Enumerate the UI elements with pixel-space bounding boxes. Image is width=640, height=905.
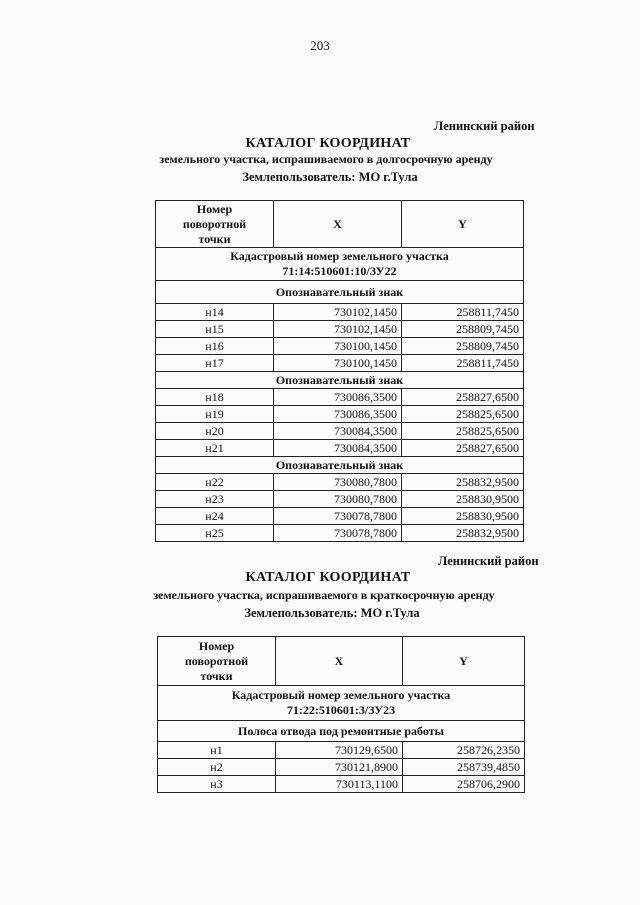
group-label: Полоса отвода под ремонтные работы	[158, 721, 525, 742]
x-value: 730080,7800	[274, 491, 402, 508]
cadastral-label: Кадастровый номер земельного участка	[231, 688, 451, 702]
y-value: 258739,4850	[403, 759, 525, 776]
group-row	[156, 372, 524, 389]
header-y: Y	[403, 637, 525, 686]
point-number: н21	[156, 440, 274, 457]
y-value: 258726,2350	[403, 742, 525, 759]
catalog-subtitle: земельного участка, испрашиваемого в долгосрочную аренду	[159, 152, 493, 166]
header-point: Номер поворотной точки	[156, 201, 274, 248]
district-label: Ленинский район	[434, 119, 535, 133]
group-label: Опознавательный знак	[156, 372, 524, 389]
x-value: 730084,3500	[274, 440, 402, 457]
table-row	[158, 776, 525, 793]
x-value: 730102,1450	[274, 321, 402, 338]
table-row	[158, 759, 525, 776]
table-row	[156, 491, 524, 508]
point-number: н16	[156, 338, 274, 355]
group-row	[158, 721, 525, 742]
x-value: 730086,3500	[274, 389, 402, 406]
y-value: 258809,7450	[402, 321, 524, 338]
x-value: 730129,6500	[276, 742, 403, 759]
point-number: н25	[156, 525, 274, 542]
y-value: 258830,9500	[402, 508, 524, 525]
table-row	[156, 389, 524, 406]
table-row	[156, 304, 524, 321]
coordinates-table	[155, 200, 524, 542]
point-number: н14	[156, 304, 274, 321]
district-label: Ленинский район	[438, 554, 539, 568]
page-number: 203	[310, 38, 330, 53]
table-row	[156, 338, 524, 355]
y-value: 258830,9500	[402, 491, 524, 508]
point-number: н3	[158, 776, 276, 793]
table-row	[156, 525, 524, 542]
point-number: н15	[156, 321, 274, 338]
y-value: 258825,6500	[402, 406, 524, 423]
table-row	[156, 440, 524, 457]
catalog-subtitle: земельного участка, испрашиваемого в краткосрочную аренду	[153, 588, 495, 602]
header-x: X	[274, 201, 402, 248]
table-header-row	[158, 637, 525, 686]
y-value: 258811,7450	[402, 304, 524, 321]
land-user: Землепользователь: МО г.Тула	[242, 170, 418, 184]
x-value: 730113,1100	[276, 776, 403, 793]
point-number: н20	[156, 423, 274, 440]
x-value: 730121,8900	[276, 759, 403, 776]
y-value: 258827,6500	[402, 389, 524, 406]
x-value: 730080,7800	[274, 474, 402, 491]
point-number: н1	[158, 742, 276, 759]
point-number: н18	[156, 389, 274, 406]
table-row	[156, 508, 524, 525]
y-value: 258827,6500	[402, 440, 524, 457]
cadastral-row	[156, 248, 524, 281]
header-y: Y	[402, 201, 524, 248]
group-label: Опознавательный знак	[156, 457, 524, 474]
y-value: 258706,2900	[403, 776, 525, 793]
group-row	[156, 457, 524, 474]
catalog-title: КАТАЛОГ КООРДИНАТ	[245, 570, 411, 585]
header-point: Номер поворотной точки	[158, 637, 276, 686]
y-value: 258832,9500	[402, 474, 524, 491]
x-value: 730084,3500	[274, 423, 402, 440]
x-value: 730100,1450	[274, 338, 402, 355]
cadastral-label: Кадастровый номер земельного участка	[230, 249, 449, 263]
header-x: X	[276, 637, 403, 686]
land-user: Землепользователь: МО г.Тула	[244, 606, 420, 620]
x-value: 730078,7800	[274, 508, 402, 525]
table-header-row	[156, 201, 524, 248]
y-value: 258809,7450	[402, 338, 524, 355]
cadastral-number: 71:14:510601:10/ЗУ22	[282, 264, 397, 278]
table-row	[156, 406, 524, 423]
x-value: 730100,1450	[274, 355, 402, 372]
point-number: н2	[158, 759, 276, 776]
cadastral-row	[158, 686, 525, 721]
table-row	[156, 474, 524, 491]
group-row	[156, 281, 524, 304]
point-number: н22	[156, 474, 274, 491]
x-value: 730078,7800	[274, 525, 402, 542]
catalog-title: КАТАЛОГ КООРДИНАТ	[245, 136, 411, 151]
table-row	[156, 423, 524, 440]
cadastral-cell	[158, 686, 525, 721]
point-number: н17	[156, 355, 274, 372]
coordinates-table	[157, 636, 525, 793]
table-row	[156, 355, 524, 372]
y-value: 258832,9500	[402, 525, 524, 542]
table-row	[156, 321, 524, 338]
cadastral-number: 71:22:510601:3/ЗУ23	[286, 703, 396, 717]
table-row	[158, 742, 525, 759]
point-number: н23	[156, 491, 274, 508]
y-value: 258825,6500	[402, 423, 524, 440]
x-value: 730102,1450	[274, 304, 402, 321]
point-number: н24	[156, 508, 274, 525]
group-label: Опознавательный знак	[156, 281, 524, 304]
cadastral-cell	[156, 248, 524, 281]
point-number: н19	[156, 406, 274, 423]
y-value: 258811,7450	[402, 355, 524, 372]
x-value: 730086,3500	[274, 406, 402, 423]
